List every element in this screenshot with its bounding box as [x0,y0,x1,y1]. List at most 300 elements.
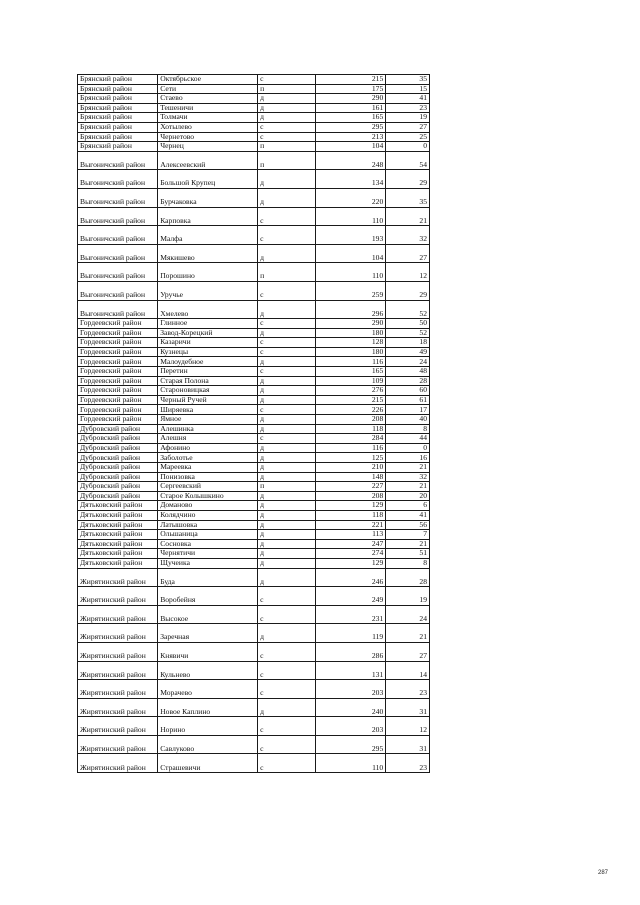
value-a-cell: 131 [316,661,386,680]
value-a-cell: 128 [316,338,386,348]
type-cell: д [258,395,316,405]
settlement-cell: Афонино [158,443,258,453]
type-cell: с [258,717,316,736]
type-cell: д [258,300,316,319]
district-cell: Гордеевский район [78,367,158,377]
district-cell: Брянский район [78,84,158,94]
district-cell: Жирятинский район [78,698,158,717]
value-a-cell: 116 [316,443,386,453]
value-a-cell: 110 [316,754,386,773]
table-row [78,453,430,463]
table-row [78,539,430,549]
value-a-cell: 118 [316,424,386,434]
type-cell: п [258,142,316,152]
value-a-cell: 165 [316,113,386,123]
table-row [78,142,430,152]
table-row [78,376,430,386]
settlement-cell: Буда [158,568,258,587]
value-b-cell: 15 [386,84,430,94]
table-row [78,624,430,643]
district-cell: Жирятинский район [78,587,158,606]
value-a-cell: 247 [316,539,386,549]
value-b-cell: 49 [386,347,430,357]
table-row [78,367,430,377]
district-cell: Дубровский район [78,482,158,492]
type-cell: п [258,263,316,282]
table-row [78,188,430,207]
value-b-cell: 19 [386,113,430,123]
table-row [78,151,430,170]
value-b-cell: 35 [386,75,430,85]
district-cell: Жирятинский район [78,568,158,587]
district-cell: Жирятинский район [78,605,158,624]
value-b-cell: 17 [386,405,430,415]
value-a-cell: 180 [316,347,386,357]
district-cell: Дубровский район [78,453,158,463]
value-a-cell: 210 [316,463,386,473]
district-cell: Брянский район [78,142,158,152]
settlement-cell: Октябрьское [158,75,258,85]
type-cell: с [258,434,316,444]
value-b-cell: 52 [386,300,430,319]
value-b-cell: 61 [386,395,430,405]
district-cell: Дубровский район [78,424,158,434]
value-a-cell: 113 [316,530,386,540]
table-row [78,463,430,473]
type-cell: д [258,624,316,643]
type-cell: д [258,491,316,501]
settlement-cell: Ширяевка [158,405,258,415]
district-cell: Дятьковский район [78,539,158,549]
value-b-cell: 21 [386,463,430,473]
settlement-cell: Ямное [158,415,258,425]
type-cell: д [258,472,316,482]
settlement-cell: Кульнево [158,661,258,680]
settlement-cell: Норино [158,717,258,736]
table-row [78,300,430,319]
value-a-cell: 125 [316,453,386,463]
type-cell: д [258,244,316,263]
settlement-cell: Бурчаковка [158,188,258,207]
district-cell: Жирятинский район [78,680,158,699]
settlement-cell: Алешинка [158,424,258,434]
table-row [78,642,430,661]
table-row [78,472,430,482]
value-b-cell: 32 [386,226,430,245]
district-cell: Брянский район [78,132,158,142]
table-row [78,405,430,415]
type-cell: д [258,170,316,189]
settlement-cell: Малоудебное [158,357,258,367]
value-b-cell: 28 [386,568,430,587]
table-row [78,698,430,717]
table-row [78,558,430,568]
value-b-cell: 24 [386,605,430,624]
value-b-cell: 12 [386,263,430,282]
settlement-cell: Карповка [158,207,258,226]
type-cell: с [258,347,316,357]
settlement-cell: Глинное [158,319,258,329]
value-a-cell: 104 [316,244,386,263]
settlements-table-body [78,75,430,773]
settlement-cell: Понизовка [158,472,258,482]
value-b-cell: 8 [386,424,430,434]
value-b-cell: 18 [386,338,430,348]
type-cell: п [258,151,316,170]
table-row [78,482,430,492]
settlement-cell: Большой Крупец [158,170,258,189]
value-a-cell: 119 [316,624,386,643]
table-row [78,680,430,699]
district-cell: Выгоничский район [78,244,158,263]
type-cell: д [258,328,316,338]
value-a-cell: 226 [316,405,386,415]
value-b-cell: 48 [386,367,430,377]
value-b-cell: 14 [386,661,430,680]
type-cell: д [258,453,316,463]
type-cell: д [258,698,316,717]
type-cell: п [258,84,316,94]
district-cell: Гордеевский район [78,395,158,405]
table-row [78,424,430,434]
settlement-cell: Новое Каплино [158,698,258,717]
value-b-cell: 20 [386,491,430,501]
table-row [78,717,430,736]
value-b-cell: 32 [386,472,430,482]
type-cell: с [258,122,316,132]
table-row [78,328,430,338]
table-row [78,549,430,559]
district-cell: Выгоничский район [78,263,158,282]
value-b-cell: 50 [386,319,430,329]
table-row [78,319,430,329]
value-a-cell: 221 [316,520,386,530]
type-cell: д [258,530,316,540]
value-b-cell: 31 [386,698,430,717]
value-b-cell: 31 [386,735,430,754]
district-cell: Гордеевский район [78,338,158,348]
value-b-cell: 54 [386,151,430,170]
settlement-cell: Кузнецы [158,347,258,357]
settlement-cell: Уручье [158,281,258,300]
settlement-cell: Завод-Корецкий [158,328,258,338]
value-b-cell: 6 [386,501,430,511]
value-a-cell: 193 [316,226,386,245]
table-row [78,281,430,300]
table-row [78,415,430,425]
type-cell: д [258,463,316,473]
settlement-cell: Перетин [158,367,258,377]
district-cell: Гордеевский район [78,376,158,386]
type-cell: с [258,587,316,606]
settlement-cell: Малфа [158,226,258,245]
district-cell: Брянский район [78,94,158,104]
value-b-cell: 16 [386,453,430,463]
type-cell: д [258,568,316,587]
district-cell: Жирятинский район [78,624,158,643]
settlement-cell: Сергеевский [158,482,258,492]
district-cell: Гордеевский район [78,386,158,396]
table-row [78,605,430,624]
value-b-cell: 21 [386,207,430,226]
table-row [78,94,430,104]
table-row [78,122,430,132]
value-b-cell: 52 [386,328,430,338]
value-b-cell: 56 [386,520,430,530]
page-number: 287 [598,870,609,876]
value-a-cell: 215 [316,395,386,405]
settlement-cell: Сосновка [158,539,258,549]
type-cell: с [258,605,316,624]
table-row [78,132,430,142]
value-b-cell: 51 [386,549,430,559]
table-row [78,207,430,226]
value-b-cell: 23 [386,103,430,113]
district-cell: Брянский район [78,75,158,85]
settlement-cell: Мареевка [158,463,258,473]
district-cell: Жирятинский район [78,754,158,773]
table-row [78,735,430,754]
value-a-cell: 129 [316,558,386,568]
district-cell: Выгоничский район [78,170,158,189]
value-b-cell: 21 [386,482,430,492]
district-cell: Жирятинский район [78,735,158,754]
settlement-cell: Щучеика [158,558,258,568]
value-a-cell: 203 [316,717,386,736]
value-b-cell: 12 [386,717,430,736]
type-cell: с [258,226,316,245]
value-b-cell: 29 [386,170,430,189]
settlement-cell: Староновицкая [158,386,258,396]
settlement-cell: Доманово [158,501,258,511]
table-row [78,263,430,282]
value-b-cell: 23 [386,680,430,699]
settlement-cell: Чернетово [158,132,258,142]
table-row [78,75,430,85]
settlements-table [77,74,430,773]
settlement-cell: Заболотье [158,453,258,463]
value-a-cell: 276 [316,386,386,396]
value-b-cell: 19 [386,587,430,606]
value-a-cell: 274 [316,549,386,559]
district-cell: Жирятинский район [78,717,158,736]
table-row [78,113,430,123]
district-cell: Дубровский район [78,463,158,473]
settlement-cell: Казаричи [158,338,258,348]
type-cell: д [258,510,316,520]
type-cell: с [258,367,316,377]
value-b-cell: 27 [386,642,430,661]
settlement-cell: Тешеничи [158,103,258,113]
type-cell: с [258,207,316,226]
type-cell: с [258,281,316,300]
type-cell: д [258,357,316,367]
value-a-cell: 259 [316,281,386,300]
district-cell: Гордеевский район [78,347,158,357]
table-row [78,501,430,511]
value-a-cell: 295 [316,735,386,754]
settlement-cell: Высокое [158,605,258,624]
table-row [78,338,430,348]
value-a-cell: 296 [316,300,386,319]
type-cell: с [258,319,316,329]
settlement-cell: Ольшаница [158,530,258,540]
district-cell: Дятьковский район [78,501,158,511]
district-cell: Выгоничский район [78,151,158,170]
district-cell: Дубровский район [78,472,158,482]
settlement-cell: Сети [158,84,258,94]
value-a-cell: 110 [316,207,386,226]
type-cell: д [258,443,316,453]
value-b-cell: 28 [386,376,430,386]
type-cell: д [258,539,316,549]
value-a-cell: 295 [316,122,386,132]
value-a-cell: 180 [316,328,386,338]
settlement-cell: Морачево [158,680,258,699]
table-row [78,395,430,405]
value-a-cell: 208 [316,491,386,501]
type-cell: д [258,103,316,113]
value-a-cell: 118 [316,510,386,520]
settlement-cell: Княвичи [158,642,258,661]
value-b-cell: 23 [386,754,430,773]
type-cell: д [258,415,316,425]
table-row [78,103,430,113]
settlement-cell: Старая Полона [158,376,258,386]
value-a-cell: 203 [316,680,386,699]
type-cell: с [258,735,316,754]
settlement-cell: Алексеевский [158,151,258,170]
district-cell: Брянский район [78,122,158,132]
settlement-cell: Стаево [158,94,258,104]
district-cell: Дятьковский район [78,549,158,559]
value-a-cell: 134 [316,170,386,189]
type-cell: д [258,376,316,386]
value-b-cell: 8 [386,558,430,568]
value-a-cell: 231 [316,605,386,624]
table-row [78,491,430,501]
district-cell: Выгоничский район [78,207,158,226]
table-row [78,244,430,263]
type-cell: с [258,661,316,680]
settlement-cell: Старое Колышкино [158,491,258,501]
district-cell: Выгоничский район [78,188,158,207]
settlement-cell: Толмачи [158,113,258,123]
table-row [78,587,430,606]
settlement-cell: Алешня [158,434,258,444]
type-cell: с [258,680,316,699]
type-cell: д [258,94,316,104]
value-b-cell: 40 [386,415,430,425]
value-a-cell: 240 [316,698,386,717]
settlement-cell: Колядчино [158,510,258,520]
value-a-cell: 110 [316,263,386,282]
settlement-cell: Мякишево [158,244,258,263]
type-cell: д [258,424,316,434]
type-cell: с [258,754,316,773]
value-a-cell: 148 [316,472,386,482]
table-row [78,520,430,530]
value-a-cell: 161 [316,103,386,113]
district-cell: Гордеевский район [78,415,158,425]
settlement-cell: Савлуково [158,735,258,754]
district-cell: Жирятинский район [78,661,158,680]
type-cell: д [258,549,316,559]
type-cell: д [258,188,316,207]
settlement-cell: Чернятичи [158,549,258,559]
table-row [78,661,430,680]
district-cell: Жирятинский район [78,642,158,661]
value-a-cell: 286 [316,642,386,661]
district-cell: Дятьковский район [78,558,158,568]
value-b-cell: 21 [386,624,430,643]
value-a-cell: 104 [316,142,386,152]
value-b-cell: 27 [386,244,430,263]
table-row [78,347,430,357]
value-a-cell: 215 [316,75,386,85]
value-a-cell: 109 [316,376,386,386]
settlement-cell: Заречная [158,624,258,643]
district-cell: Выгоничский район [78,281,158,300]
value-b-cell: 21 [386,539,430,549]
value-a-cell: 116 [316,357,386,367]
value-a-cell: 227 [316,482,386,492]
table-row [78,357,430,367]
table-row [78,434,430,444]
value-a-cell: 284 [316,434,386,444]
district-cell: Гордеевский район [78,405,158,415]
type-cell: с [258,132,316,142]
settlement-cell: Латышовка [158,520,258,530]
district-cell: Дубровский район [78,434,158,444]
value-b-cell: 41 [386,94,430,104]
district-cell: Гордеевский район [78,357,158,367]
value-b-cell: 27 [386,122,430,132]
settlement-cell: Чернец [158,142,258,152]
type-cell: д [258,113,316,123]
table-row [78,568,430,587]
settlement-cell: Черный Ручей [158,395,258,405]
district-cell: Выгоничский район [78,300,158,319]
table-row [78,443,430,453]
type-cell: д [258,520,316,530]
value-a-cell: 290 [316,94,386,104]
district-cell: Выгоничский район [78,226,158,245]
value-a-cell: 175 [316,84,386,94]
district-cell: Гордеевский район [78,319,158,329]
type-cell: д [258,386,316,396]
district-cell: Дятьковский район [78,530,158,540]
value-a-cell: 248 [316,151,386,170]
value-b-cell: 7 [386,530,430,540]
value-a-cell: 249 [316,587,386,606]
value-a-cell: 208 [316,415,386,425]
value-a-cell: 165 [316,367,386,377]
type-cell: д [258,501,316,511]
value-b-cell: 29 [386,281,430,300]
district-cell: Брянский район [78,113,158,123]
district-cell: Гордеевский район [78,328,158,338]
type-cell: д [258,558,316,568]
value-b-cell: 0 [386,142,430,152]
value-b-cell: 25 [386,132,430,142]
value-b-cell: 44 [386,434,430,444]
district-cell: Дятьковский район [78,520,158,530]
value-a-cell: 246 [316,568,386,587]
type-cell: п [258,482,316,492]
value-b-cell: 0 [386,443,430,453]
table-row [78,386,430,396]
